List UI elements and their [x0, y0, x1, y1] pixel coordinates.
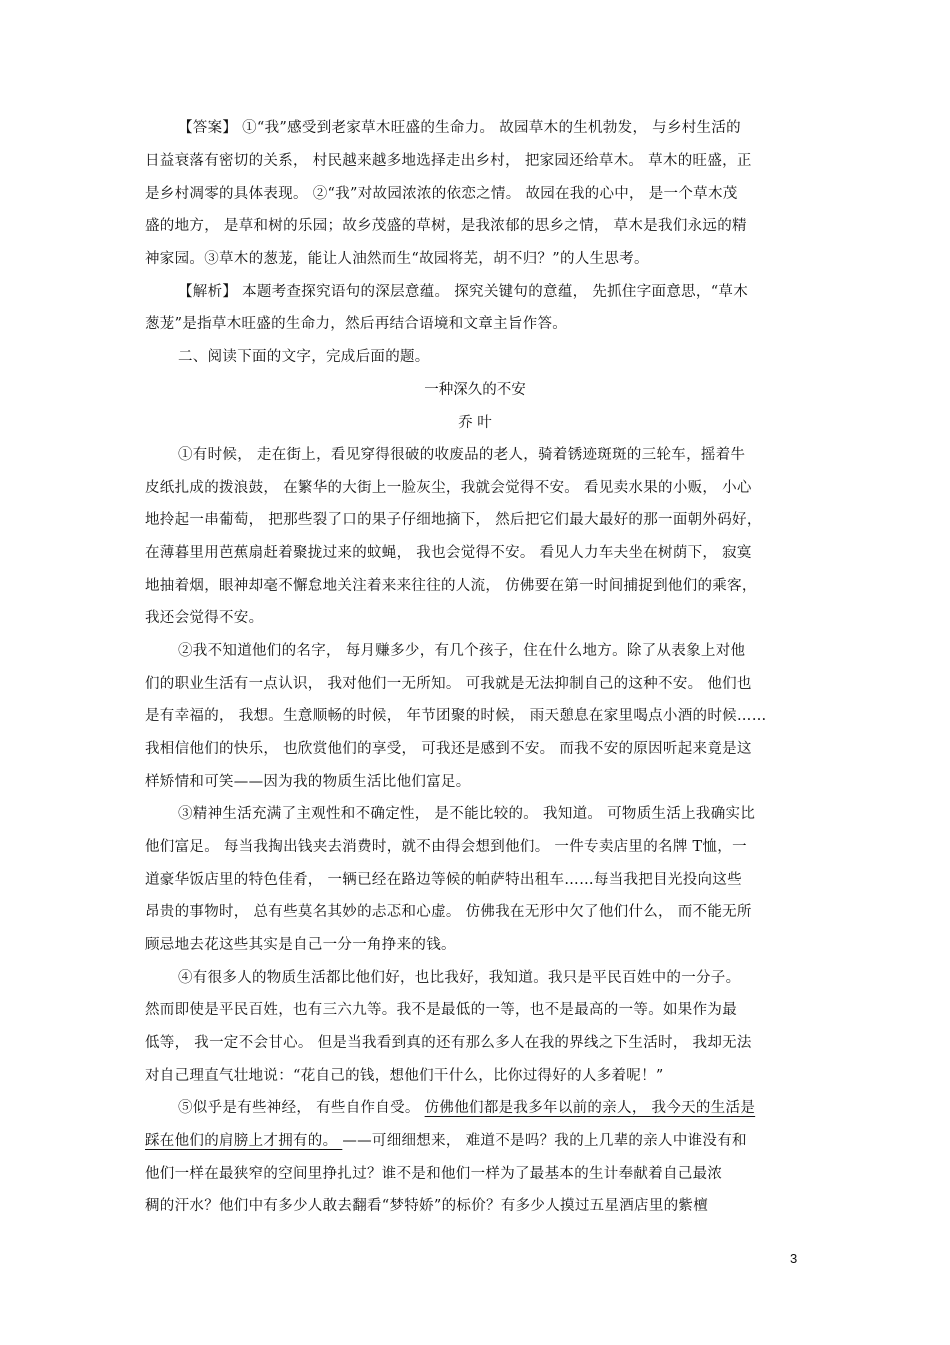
paragraph-line: ③精神生活充满了主观性和不确定性， 是不能比较的。 我知道。 可物质生活上我确实比 [178, 806, 756, 822]
paragraph-text: ⑤似乎是有些神经， 有些自作自受。 [178, 1100, 425, 1116]
paragraph-line: 然而即使是平民百姓，也有三六九等。我不是最低的一等，也不是最高的一等。如果作为最 [145, 1002, 737, 1018]
paragraph-line: 皮纸扎成的拨浪鼓， 在繁华的大街上一脸灰尘，我就会觉得不安。 看见卖水果的小贩， 小心 [145, 480, 752, 496]
paragraph-line: 低等， 我一定不会甘心。 但是当我看到真的还有那么多人在我的界线之下生活时， 我却无法 [145, 1035, 752, 1051]
answer-line-3: 是乡村凋零的具体表现。 ②“我”对故园浓浓的依恋之情。 故园在我的心中， 是一个草木茂 [145, 186, 738, 202]
paragraph-line [145, 1131, 747, 1151]
paragraph-line: 道豪华饭店里的特色佳肴， 一辆已经在路边等候的帕萨特出租车……每当我把目光投向这些 [145, 872, 742, 888]
paragraph-line: ①有时候， 走在街上，看见穿得很破的收废品的老人，骑着锈迹斑斑的三轮车，摇着牛 [178, 447, 746, 463]
analysis-line-2: 葱茏”是指草木旺盛的生命力，然后再结合语境和文章主旨作答。 [145, 316, 568, 332]
paragraph-line: ②我不知道他们的名字， 每月赚多少，有几个孩子，住在什么地方。除了从表象上对他 [178, 643, 746, 659]
analysis-line-1: 【解析】 本题考查探究语句的深层意蕴。 探究关键句的意蕴， 先抓住字面意思，“草木 [178, 284, 749, 300]
paragraph-line: 是有幸福的， 我想。生意顺畅的时候， 年节团聚的时候， 雨天憩息在家里喝点小酒的时候…… [145, 708, 767, 724]
paragraph-line: 们的职业生活有一点认识， 我对他们一无所知。 可我就是无法抑制自己的这种不安。 他们也 [145, 676, 752, 692]
paragraph-line: 样矫情和可笑——因为我的物质生活比他们富足。 [145, 774, 471, 790]
article-title: 一种深久的不安 [424, 382, 526, 398]
article-author: 乔 叶 [458, 415, 492, 431]
paragraph-line: 他们一样在最狭窄的空间里挣扎过？谁不是和他们一样为了最基本的生计奉献着自己最浓 [145, 1166, 723, 1182]
section-heading: 二、阅读下面的文字，完成后面的题。 [178, 349, 430, 365]
paragraph-line: 地抽着烟，眼神却毫不懈怠地关注着来来往往的人流， 仿佛要在第一时间捕捉到他们的乘客， [145, 578, 757, 594]
paragraph-line: 稠的汗水？他们中有多少人敢去翻看“梦特娇”的标价？有多少人摸过五星酒店里的紫檀 [145, 1198, 709, 1214]
underlined-sentence: 踩在他们的肩膀上才拥有的。 [145, 1133, 343, 1149]
paragraph-line: 顾忌地去花这些其实是自己一分一角挣来的钱。 [145, 937, 456, 953]
paragraph-line: ④有很多人的物质生活都比他们好，也比我好，我知道。我只是平民百姓中的一分子。 [178, 970, 741, 986]
underlined-sentence: 仿佛他们都是我多年以前的亲人， 我今天的生活是 [424, 1100, 756, 1116]
paragraph-line: 昂贵的事物时， 总有些莫名其妙的忐忑和心虚。 仿佛我在无形中欠了他们什么， 而不能无所 [145, 904, 752, 920]
paragraph-line: 我相信他们的快乐， 也欣赏他们的享受， 可我还是感到不安。 而我不安的原因听起来竟是这 [145, 741, 752, 757]
paragraph-line: 对自己理直气壮地说：“花自己的钱，想他们干什么，比你过得好的人多着呢！” [145, 1068, 664, 1084]
paragraph-line: 地拎起一串葡萄， 把那些裂了口的果子仔细地摘下， 然后把它们最大最好的那一面朝外码好， [145, 512, 762, 528]
paragraph-line: 在薄暮里用芭蕉扇赶着聚拢过来的蚊蝇， 我也会觉得不安。 看见人力车夫坐在树荫下， 寂寞 [145, 545, 752, 561]
paragraph-line: 他们富足。 每当我掏出钱夹去消费时，就不由得会想到他们。 一件专卖店里的名牌 T恤，一 [145, 839, 747, 855]
paragraph-text: ——可细细想来， 难道不是吗？我的上几辈的亲人中谁没有和 [342, 1133, 747, 1149]
answer-line-2: 日益衰落有密切的关系， 村民越来越多地选择走出乡村， 把家园还给草木。 草木的旺盛，正 [145, 153, 752, 169]
answer-line-4: 盛的地方， 是草和树的乐园；故乡茂盛的草树，是我浓郁的思乡之情， 草木是我们永远的精 [145, 218, 747, 234]
answer-line-5: 神家园。③草木的葱茏，能让人油然而生“故园将芜，胡不归？”的人生思考。 [145, 251, 649, 267]
answer-line-1: 【答案】 ①“我”感受到老家草木旺盛的生命力。 故园草木的生机勃发， 与乡村生活的 [178, 120, 741, 136]
page-number: 3 [790, 1251, 798, 1266]
paragraph-line: 我还会觉得不安。 [145, 610, 264, 626]
paragraph-line [178, 1098, 755, 1118]
